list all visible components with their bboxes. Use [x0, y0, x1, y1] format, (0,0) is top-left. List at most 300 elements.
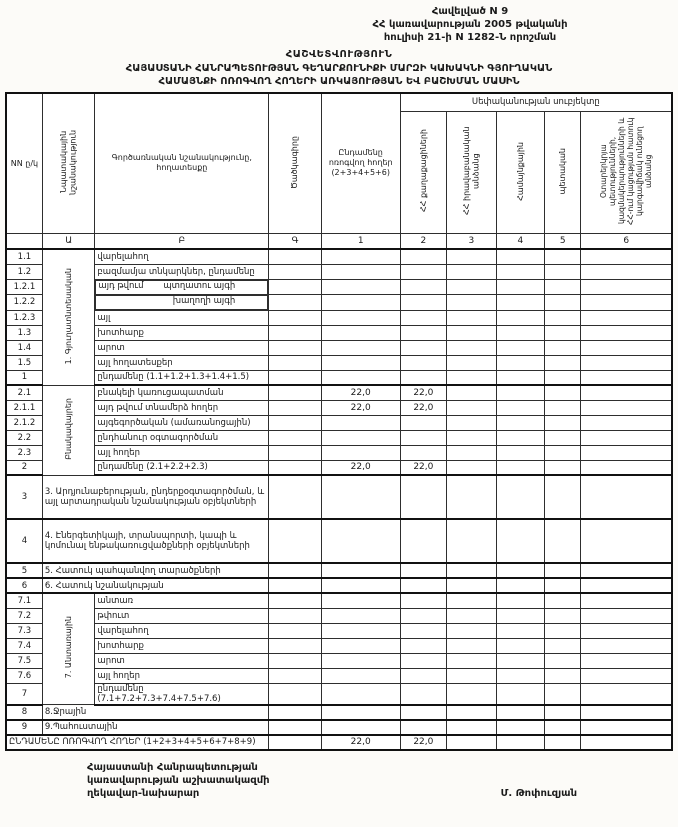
row-label-cell: արոտ: [95, 653, 269, 668]
code-cell: [269, 264, 322, 279]
value-cell: [581, 668, 672, 683]
value-cell: [496, 705, 545, 720]
value-cell: [545, 279, 581, 295]
value-cell: [581, 460, 672, 475]
value-cell: [496, 519, 545, 563]
row-label-cell: ընդհանուր օգտագործման: [95, 430, 269, 445]
row-label-cell: վարելահող: [95, 623, 269, 638]
header-owner-legal-entities: [447, 111, 497, 233]
row-number-cell: 9: [6, 720, 42, 735]
value-cell: [447, 578, 497, 593]
value-cell: [496, 264, 545, 279]
table-row: [6, 385, 672, 400]
value-cell: [581, 653, 672, 668]
code-cell: [269, 249, 322, 264]
column-index-cell: Բ: [95, 233, 269, 249]
row-number-cell: 1.2.1: [6, 279, 42, 295]
header-functional: Գործառնական նշանակությունը, հողատեսքը: [95, 93, 269, 233]
value-cell: [496, 370, 545, 385]
value-cell: [581, 563, 672, 578]
row-label-cell: արոտ: [95, 340, 269, 355]
irrigated-lands-table: [5, 92, 673, 751]
value-cell: [447, 720, 497, 735]
value-cell: [321, 593, 400, 608]
table-row: [6, 310, 672, 325]
table-row: [6, 683, 672, 705]
value-cell: [545, 720, 581, 735]
value-cell: [581, 415, 672, 430]
value-cell: [447, 705, 497, 720]
value-cell: [321, 683, 400, 705]
value-cell: [496, 638, 545, 653]
value-cell: [400, 593, 446, 608]
code-cell: [269, 638, 322, 653]
value-cell: [545, 563, 581, 578]
code-cell: [269, 385, 322, 400]
table-row: [6, 295, 672, 311]
appendix-note: [277, 5, 663, 44]
code-cell: [269, 415, 322, 430]
value-cell: [447, 430, 497, 445]
code-cell: [269, 705, 322, 720]
code-cell: [269, 355, 322, 370]
value-cell: [400, 683, 446, 705]
row-number-cell: 1.4: [6, 340, 42, 355]
value-cell: [545, 475, 581, 519]
value-cell: [447, 385, 497, 400]
value-cell: [545, 430, 581, 445]
signatory-title-line-3: ղեկավար-նախարար: [87, 787, 200, 799]
value-cell: [496, 653, 545, 668]
value-cell: 22,0: [400, 385, 446, 400]
signature-block: [87, 761, 577, 800]
table-row: [6, 593, 672, 608]
signatory-title-line-1: Հայաստանի Հանրապետության: [87, 761, 258, 773]
value-cell: [545, 249, 581, 264]
value-cell: [447, 460, 497, 475]
value-cell: [496, 310, 545, 325]
header-owner-state: [545, 111, 581, 233]
value-cell: [447, 475, 497, 519]
value-cell: [321, 608, 400, 623]
group-label-text: 7. Անտառային: [63, 616, 73, 679]
value-cell: [400, 578, 446, 593]
value-cell: [545, 385, 581, 400]
table-row: [6, 668, 672, 683]
value-cell: [400, 653, 446, 668]
value-cell: [321, 519, 400, 563]
row-number-cell: 1.1: [6, 249, 42, 264]
value-cell: [545, 653, 581, 668]
value-cell: [447, 608, 497, 623]
value-cell: [321, 638, 400, 653]
header-owner-community-text: Համայնքային: [515, 141, 525, 201]
value-cell: [496, 430, 545, 445]
value-cell: [581, 340, 672, 355]
value-cell: [400, 370, 446, 385]
value-cell: 22,0: [321, 460, 400, 475]
value-cell: [321, 325, 400, 340]
value-cell: [447, 683, 497, 705]
code-cell: [269, 563, 322, 578]
row-number-cell: 2.2: [6, 430, 42, 445]
row-number-cell: 1.2.2: [6, 295, 42, 311]
value-cell: [400, 295, 446, 311]
row-label-cell: վարելահող: [95, 249, 269, 264]
value-cell: [321, 279, 400, 295]
value-cell: [545, 355, 581, 370]
table-row: [6, 445, 672, 460]
code-cell: [269, 593, 322, 608]
value-cell: [447, 249, 497, 264]
table-row: [6, 475, 672, 519]
header-code-text: Ծածկագիրը: [290, 135, 300, 189]
header-total-irrigated: Ընդամենը ոռոգվող հողեր (2+3+4+5+6): [321, 93, 400, 233]
value-cell: [447, 653, 497, 668]
value-cell: [581, 593, 672, 608]
table-row: [6, 249, 672, 264]
value-cell: [581, 705, 672, 720]
value-cell: [545, 295, 581, 311]
header-purpose-text: Նպատակային նշանակություն: [59, 129, 78, 195]
row-number-cell: 7: [6, 683, 42, 705]
row-number-cell: 3: [6, 475, 42, 519]
value-cell: [321, 370, 400, 385]
value-cell: [400, 563, 446, 578]
report-title-line-1: ՀԱՅԱՍՏԱՆԻ ՀԱՆՐԱՊԵՏՈՒԹՅԱՆ ԳԵՂԱՐՔՈՒՆԻՔԻ ՄԱՐԶԻ ԿԱԽԱԿՆԻ ԳՅՈՒՂԱԿԱՆ: [125, 63, 553, 74]
value-cell: [447, 264, 497, 279]
value-cell: [400, 623, 446, 638]
row-label-cell: [95, 280, 268, 295]
value-cell: [545, 623, 581, 638]
value-cell: [400, 325, 446, 340]
value-cell: [581, 370, 672, 385]
table-row: [6, 460, 672, 475]
value-cell: [321, 668, 400, 683]
row-number-cell: 1.5: [6, 355, 42, 370]
value-cell: [545, 445, 581, 460]
value-cell: [400, 310, 446, 325]
value-cell: [496, 355, 545, 370]
column-index-cell: 3: [447, 233, 497, 249]
table-row: [6, 519, 672, 563]
row-number-cell: 7.6: [6, 668, 42, 683]
value-cell: [400, 430, 446, 445]
row-label-cell: բազմամյա տնկարկներ, ընդամենը: [95, 264, 269, 279]
value-cell: [496, 385, 545, 400]
value-cell: [581, 430, 672, 445]
value-cell: [447, 295, 497, 311]
table-row: [6, 340, 672, 355]
row-number-cell: 1: [6, 370, 42, 385]
value-cell: [400, 340, 446, 355]
value-cell: [545, 400, 581, 415]
value-cell: [496, 295, 545, 311]
value-cell: [545, 460, 581, 475]
code-cell: [269, 683, 322, 705]
header-nn: NN ը/կ: [6, 93, 42, 233]
value-cell: [496, 249, 545, 264]
code-cell: [269, 519, 322, 563]
row-number-cell: 7.1: [6, 593, 42, 608]
value-cell: [545, 578, 581, 593]
value-cell: [581, 608, 672, 623]
row-label-cell: 6. Հատուկ նշանակության: [42, 578, 268, 593]
value-cell: [496, 593, 545, 608]
signatory-title-line-2: կառավարության աշխատակազմի: [87, 774, 270, 786]
value-cell: [581, 683, 672, 705]
header-owner-citizens-text: ՀՀ քաղաքացիների: [418, 129, 428, 213]
group-label-text: Բնակավայրեր: [63, 397, 73, 460]
code-cell: [269, 279, 322, 295]
header-owner-foreign-text: Օտարերկրյա պետությունների, կազմակերպությունների և ՀՀ-ում կացության հատուկ կարգավիճակ ունեցող անձանց: [599, 117, 654, 225]
signatory-name: Մ. Թոփուզյան: [500, 787, 577, 799]
header-owner-foreign: [581, 111, 672, 233]
row-label-cell: խոտհարք: [95, 325, 269, 340]
appendix-line-1: Հավելված N 9: [431, 6, 509, 17]
value-cell: [321, 340, 400, 355]
value-cell: [545, 370, 581, 385]
value-cell: [581, 445, 672, 460]
value-cell: [545, 519, 581, 563]
row-label-part2: խաղողի այգի: [172, 295, 236, 306]
value-cell: [496, 400, 545, 415]
value-cell: [581, 249, 672, 264]
table-row: [6, 400, 672, 415]
value-cell: [447, 340, 497, 355]
value-cell: [581, 279, 672, 295]
table-row: [6, 279, 672, 295]
column-index-cell: [6, 233, 42, 249]
row-number-cell: 5: [6, 563, 42, 578]
header-owner-legal-entities-text: ՀՀ իրավաբանական անձանց: [461, 126, 481, 216]
row-number-cell: 1.2.3: [6, 310, 42, 325]
row-label-cell: ընդամենը (1.1+1.2+1.3+1.4+1.5): [95, 370, 269, 385]
value-cell: [447, 400, 497, 415]
code-cell: [269, 340, 322, 355]
header-owner-state-text: պետական: [558, 147, 567, 195]
value-cell: [321, 310, 400, 325]
value-cell: [496, 563, 545, 578]
group-label-cell: [42, 385, 95, 475]
table-row: [6, 720, 672, 735]
table-row: [6, 653, 672, 668]
row-number-cell: 7.5: [6, 653, 42, 668]
code-cell: [269, 295, 322, 311]
signatory-title: [87, 761, 270, 800]
row-label-cell: 8.Ջրային: [42, 705, 268, 720]
value-cell: [447, 310, 497, 325]
table-row: [6, 623, 672, 638]
value-cell: [545, 325, 581, 340]
row-label-cell: այլ հողեր: [95, 668, 269, 683]
code-cell: [269, 430, 322, 445]
value-cell: 22,0: [400, 460, 446, 475]
row-label-part2: պտղատու այգի: [163, 280, 236, 291]
value-cell: [447, 415, 497, 430]
report-title: [5, 63, 673, 88]
table-header: [6, 93, 672, 249]
value-cell: [545, 264, 581, 279]
table-row: [6, 415, 672, 430]
value-cell: [447, 519, 497, 563]
value-cell: 22,0: [400, 400, 446, 415]
value-cell: [545, 310, 581, 325]
value-cell: [447, 279, 497, 295]
value-cell: [496, 279, 545, 295]
row-label-cell: բնակելի կառուցապատման: [95, 385, 269, 400]
value-cell: [581, 325, 672, 340]
value-cell: [447, 668, 497, 683]
row-label-cell: ընդամենը (2.1+2.2+2.3): [95, 460, 269, 475]
row-label-part1: այդ թվում: [98, 280, 144, 291]
row-number-cell: 1.3: [6, 325, 42, 340]
group-label-cell: [42, 249, 95, 385]
table-row: [6, 430, 672, 445]
value-cell: [581, 638, 672, 653]
value-cell: [321, 563, 400, 578]
value-cell: [321, 653, 400, 668]
value-cell: [496, 325, 545, 340]
header-owner-community: [496, 111, 545, 233]
value-cell: [581, 295, 672, 311]
value-cell: [321, 249, 400, 264]
code-cell: [269, 475, 322, 519]
value-cell: [581, 735, 672, 750]
value-cell: [400, 638, 446, 653]
value-cell: [496, 608, 545, 623]
value-cell: [496, 623, 545, 638]
row-label-cell: 5. Հատուկ պահպանվող տարածքների: [42, 563, 268, 578]
value-cell: [447, 370, 497, 385]
column-index-cell: Գ: [269, 233, 322, 249]
group-label-text: 1. Գյուղատնտեսական: [63, 267, 73, 364]
column-index-cell: 2: [400, 233, 446, 249]
value-cell: [321, 295, 400, 311]
value-cell: 22,0: [321, 400, 400, 415]
value-cell: [400, 720, 446, 735]
report-title-line-2: ՀԱՄԱՅՆՔԻ ՈՌՈԳՎՈՂ ՀՈՂԵՐԻ ԱՌԿԱՅՈՒԹՅԱՆ ԵՎ ԲԱՇԽՄԱՆ ՄԱՍԻՆ: [158, 75, 520, 87]
code-cell: [269, 445, 322, 460]
table-row: [6, 705, 672, 720]
value-cell: [545, 683, 581, 705]
value-cell: [581, 475, 672, 519]
value-cell: [447, 735, 497, 750]
column-index-cell: 5: [545, 233, 581, 249]
value-cell: [447, 623, 497, 638]
value-cell: [321, 720, 400, 735]
value-cell: [581, 355, 672, 370]
value-cell: [581, 385, 672, 400]
value-cell: [400, 445, 446, 460]
table-row: [6, 355, 672, 370]
value-cell: 22,0: [321, 385, 400, 400]
value-cell: [581, 400, 672, 415]
value-cell: [581, 310, 672, 325]
value-cell: [581, 720, 672, 735]
table-row: [6, 563, 672, 578]
value-cell: [581, 264, 672, 279]
row-label-cell: խոտհարք: [95, 638, 269, 653]
table-row: [6, 370, 672, 385]
value-cell: [321, 445, 400, 460]
column-index-cell: 4: [496, 233, 545, 249]
table-row: [6, 735, 672, 750]
row-label-cell: ընդամենը (7.1+7.2+7.3+7.4+7.5+7.6): [95, 683, 269, 705]
value-cell: [496, 445, 545, 460]
header-code: [269, 93, 322, 233]
column-index-row: [6, 233, 672, 249]
header-purpose: [42, 93, 95, 233]
row-number-cell: 2.1.2: [6, 415, 42, 430]
value-cell: 22,0: [321, 735, 400, 750]
row-label-cell: այլ հողատեսքեր: [95, 355, 269, 370]
value-cell: [400, 705, 446, 720]
value-cell: [496, 415, 545, 430]
value-cell: [496, 460, 545, 475]
value-cell: [447, 445, 497, 460]
value-cell: [321, 264, 400, 279]
value-cell: [545, 638, 581, 653]
value-cell: [447, 593, 497, 608]
value-cell: [545, 415, 581, 430]
code-cell: [269, 668, 322, 683]
code-cell: [269, 310, 322, 325]
column-index-cell: Ա: [42, 233, 95, 249]
value-cell: [447, 638, 497, 653]
row-number-cell: 7.2: [6, 608, 42, 623]
code-cell: [269, 735, 322, 750]
value-cell: [496, 668, 545, 683]
value-cell: [545, 340, 581, 355]
value-cell: [400, 668, 446, 683]
code-cell: [269, 623, 322, 638]
value-cell: [400, 519, 446, 563]
value-cell: [400, 249, 446, 264]
value-cell: [321, 578, 400, 593]
value-cell: [545, 668, 581, 683]
value-cell: [400, 608, 446, 623]
value-cell: [496, 578, 545, 593]
table-row: [6, 638, 672, 653]
row-label-cell: ԸՆԴԱՄԵՆԸ ՈՌՈԳՎՈՂ ՀՈՂԵՐ (1+2+3+4+5+6+7+8+9): [6, 735, 269, 750]
row-label-cell: այդ թվում տնամերձ հողեր: [95, 400, 269, 415]
row-number-cell: 1.2: [6, 264, 42, 279]
value-cell: [447, 325, 497, 340]
row-number-cell: 6: [6, 578, 42, 593]
row-label-cell: 3. Արդյունաբերության, ընդերքօգտագործման, և այլ արտադրական նշանակության օբյեկտների: [42, 475, 268, 519]
report-heading: ՀԱՇՎԵՏՎՈՒԹՅՈՒՆ: [285, 49, 393, 60]
group-label-cell: [42, 593, 95, 705]
code-cell: [269, 653, 322, 668]
value-cell: [321, 355, 400, 370]
row-label-cell: 4. Էներգետիկայի, տրանսպորտի, կապի և կոմունալ ենթակառուցվածքների օբյեկտների: [42, 519, 268, 563]
code-cell: [269, 325, 322, 340]
value-cell: [496, 720, 545, 735]
table-row: [6, 264, 672, 279]
code-cell: [269, 370, 322, 385]
value-cell: [496, 735, 545, 750]
row-number-cell: 2.1.1: [6, 400, 42, 415]
table-row: [6, 325, 672, 340]
row-label-cell: անտառ: [95, 593, 269, 608]
value-cell: [581, 578, 672, 593]
row-number-cell: 4: [6, 519, 42, 563]
value-cell: [496, 340, 545, 355]
value-cell: [400, 264, 446, 279]
row-number-cell: 7.4: [6, 638, 42, 653]
row-label-cell: այգեգործական (ամառանոցային): [95, 415, 269, 430]
